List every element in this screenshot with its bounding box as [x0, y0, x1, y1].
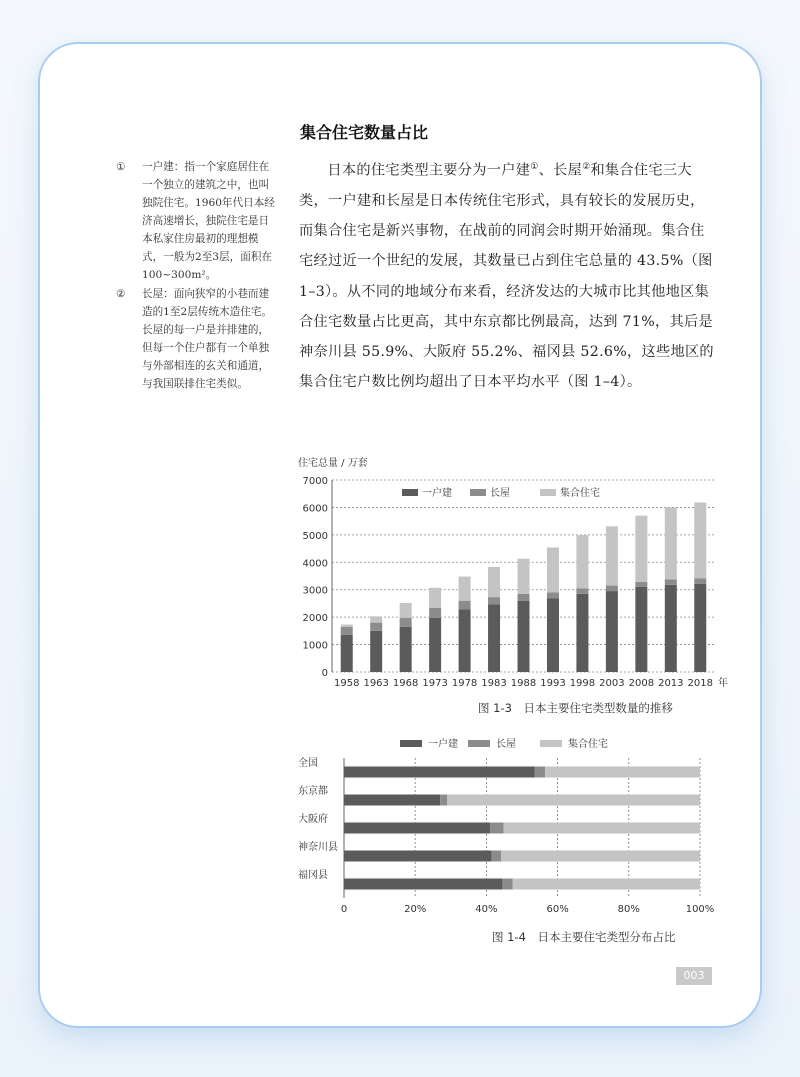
legend-swatch: [540, 740, 562, 747]
side-note-text: 一户建：指一个家庭居住在一个独立的建筑之中，也叫独院住宅。1960年代日本经济高速增长，独院住宅是日本私家住房最初的理想模式，一般为2至3层，面积在100~300m²。: [142, 161, 275, 281]
y-tick-label: 3000: [302, 585, 328, 597]
legend-swatch: [470, 489, 486, 496]
bar-segment-3: [545, 767, 700, 778]
category-label: 东京都: [298, 786, 328, 797]
bar-segment-3: [501, 851, 700, 862]
bar-segment-3: [341, 625, 353, 627]
bar-segment-1: [341, 635, 353, 672]
bar-segment-1: [429, 618, 441, 672]
bar-segment-1: [400, 627, 412, 672]
x-tick-label: 1988: [510, 678, 537, 689]
x-tick-label: 1958: [334, 678, 360, 689]
y-axis-label: 住宅总量 / 万套: [298, 458, 368, 469]
bar-segment-3: [447, 795, 700, 806]
page-number: 003: [676, 967, 712, 985]
category-label: 大阪府: [298, 814, 328, 825]
bar-segment-3: [459, 577, 471, 601]
x-tick-label: 2018: [687, 678, 713, 689]
x-tick-label: 1998: [569, 678, 596, 689]
bar-segment-2: [440, 795, 447, 806]
legend-label: 一户建: [422, 488, 452, 499]
x-tick-label: 2008: [628, 678, 655, 689]
y-tick-label: 5000: [302, 530, 328, 542]
bar-segment-2: [576, 588, 588, 593]
bar-segment-1: [547, 598, 559, 672]
bar-segment-1: [370, 631, 382, 672]
x-tick-label: 2003: [599, 678, 625, 689]
side-note-text: 长屋：面向狭窄的小巷而建造的1至2层传统木造住宅。长屋的每一户是并排建的，但每一个住户都有一个单独与外部相连的玄关和通道，与我国联排住宅类似。: [142, 288, 273, 390]
section-title: 集合住宅数量占比: [300, 123, 429, 142]
x-tick-label: 1993: [540, 678, 566, 689]
paragraph-part-b: 、长屋: [538, 162, 583, 179]
bar-segment-3: [488, 567, 500, 597]
legend-label: 一户建: [428, 739, 458, 750]
x-tick-label: 1983: [481, 678, 507, 689]
side-note-number: ②: [116, 288, 126, 300]
bar-segment-2: [429, 608, 441, 618]
bar-segment-2: [694, 578, 706, 583]
bar-segment-3: [576, 535, 588, 588]
bar-segment-2: [502, 879, 512, 890]
bar-segment-2: [518, 594, 530, 601]
bar-segment-1: [576, 594, 588, 672]
x-tick-label: 80%: [617, 904, 640, 915]
housing-share-bar-chart: [290, 730, 730, 920]
bar-segment-2: [490, 823, 504, 834]
bar-segment-2: [547, 592, 559, 598]
bar-segment-2: [341, 627, 353, 635]
bar-segment-2: [606, 586, 618, 591]
y-tick-label: 7000: [302, 476, 328, 487]
x-tick-label: 2013: [658, 678, 684, 689]
footnote-ref-1: ①: [530, 162, 539, 172]
bar-segment-1: [344, 767, 535, 778]
x-tick-label: 1963: [363, 678, 389, 689]
bar-segment-2: [370, 623, 382, 631]
legend-swatch: [468, 740, 490, 747]
x-tick-label: 60%: [546, 904, 569, 915]
x-tick-label: 20%: [404, 904, 427, 915]
bar-segment-1: [665, 585, 677, 672]
bar-segment-3: [370, 616, 382, 622]
legend-swatch: [402, 489, 418, 496]
side-note-2: [116, 285, 276, 393]
legend-label: 长屋: [496, 739, 516, 750]
bar-segment-3: [665, 507, 677, 579]
housing-stock-bar-chart: [290, 452, 730, 692]
x-axis-suffix: 年: [718, 678, 728, 689]
bar-segment-1: [459, 609, 471, 672]
bar-segment-3: [429, 588, 441, 608]
bar-segment-3: [400, 603, 412, 618]
bar-segment-3: [547, 547, 559, 592]
paragraph-part-c: 和集合住宅三大类，一户建和长屋是日本传统住宅形式，具有较长的发展历史，而集合住宅是新兴事物，在战前的同润会时期开始涌现。集合住宅经过近一个世纪的发展，其数量已占到住宅总量的 43.5%（图 1–3）。从不同的地域分布来看，经济发达的大城市比其他地区集合住宅数量占比更高，其中东京都比例最高，达到 71%，其后是神奈川县 55.9%、大阪府 55.2%、福冈县 52.6%，这些地区的集合住宅户数比例均超出了日本平均水平（图 1–4）。: [299, 162, 714, 391]
bar-segment-3: [518, 559, 530, 594]
bar-segment-1: [606, 591, 618, 672]
bar-segment-2: [488, 597, 500, 604]
x-tick-label: 1978: [451, 678, 478, 689]
bar-segment-1: [518, 601, 530, 672]
x-tick-label: 40%: [475, 904, 498, 915]
side-note-number: ①: [116, 161, 126, 173]
category-label: 全国: [298, 758, 318, 769]
bar-segment-2: [459, 601, 471, 610]
x-tick-label: 1973: [422, 678, 448, 689]
x-tick-label: 0: [340, 904, 348, 915]
bar-segment-3: [606, 526, 618, 585]
bar-segment-1: [344, 795, 440, 806]
bar-segment-3: [635, 516, 647, 582]
paragraph-part-a: 日本的住宅类型主要分为一户建: [327, 162, 531, 179]
y-tick-label: 6000: [302, 503, 328, 515]
x-tick-label: 100%: [685, 904, 715, 915]
bar-segment-1: [488, 605, 500, 672]
body-paragraph: [299, 152, 719, 397]
y-tick-label: 4000: [302, 558, 328, 570]
legend-label: 长屋: [490, 488, 510, 499]
bar-segment-1: [635, 587, 647, 672]
x-tick-label: 1968: [392, 678, 419, 689]
figure-1-4-caption: 图 1-4 日本主要住宅类型分布占比: [492, 930, 676, 944]
y-tick-label: 2000: [302, 613, 328, 625]
bar-segment-1: [344, 823, 490, 834]
category-label: 神奈川县: [298, 842, 338, 853]
category-label: 福冈县: [298, 870, 328, 881]
bar-segment-2: [535, 767, 545, 778]
bar-segment-2: [492, 851, 501, 862]
y-tick-label: 1000: [302, 640, 328, 652]
bar-segment-3: [503, 823, 700, 834]
figure-1-3-caption: 图 1-3 日本主要住宅类型数量的推移: [478, 701, 673, 715]
bar-segment-2: [635, 582, 647, 587]
y-tick-label: 0: [321, 668, 328, 679]
legend-label: 集合住宅: [560, 488, 600, 499]
bar-segment-1: [344, 879, 502, 890]
legend-label: 集合住宅: [568, 739, 608, 750]
bar-segment-3: [694, 502, 706, 578]
bar-segment-2: [665, 579, 677, 584]
bar-segment-1: [344, 851, 492, 862]
bar-segment-3: [513, 879, 700, 890]
bar-segment-2: [400, 618, 412, 627]
bar-segment-1: [694, 584, 706, 672]
side-note-1: [116, 158, 276, 284]
legend-swatch: [540, 489, 556, 496]
legend-swatch: [400, 740, 422, 747]
footnote-ref-2: ②: [582, 162, 591, 172]
